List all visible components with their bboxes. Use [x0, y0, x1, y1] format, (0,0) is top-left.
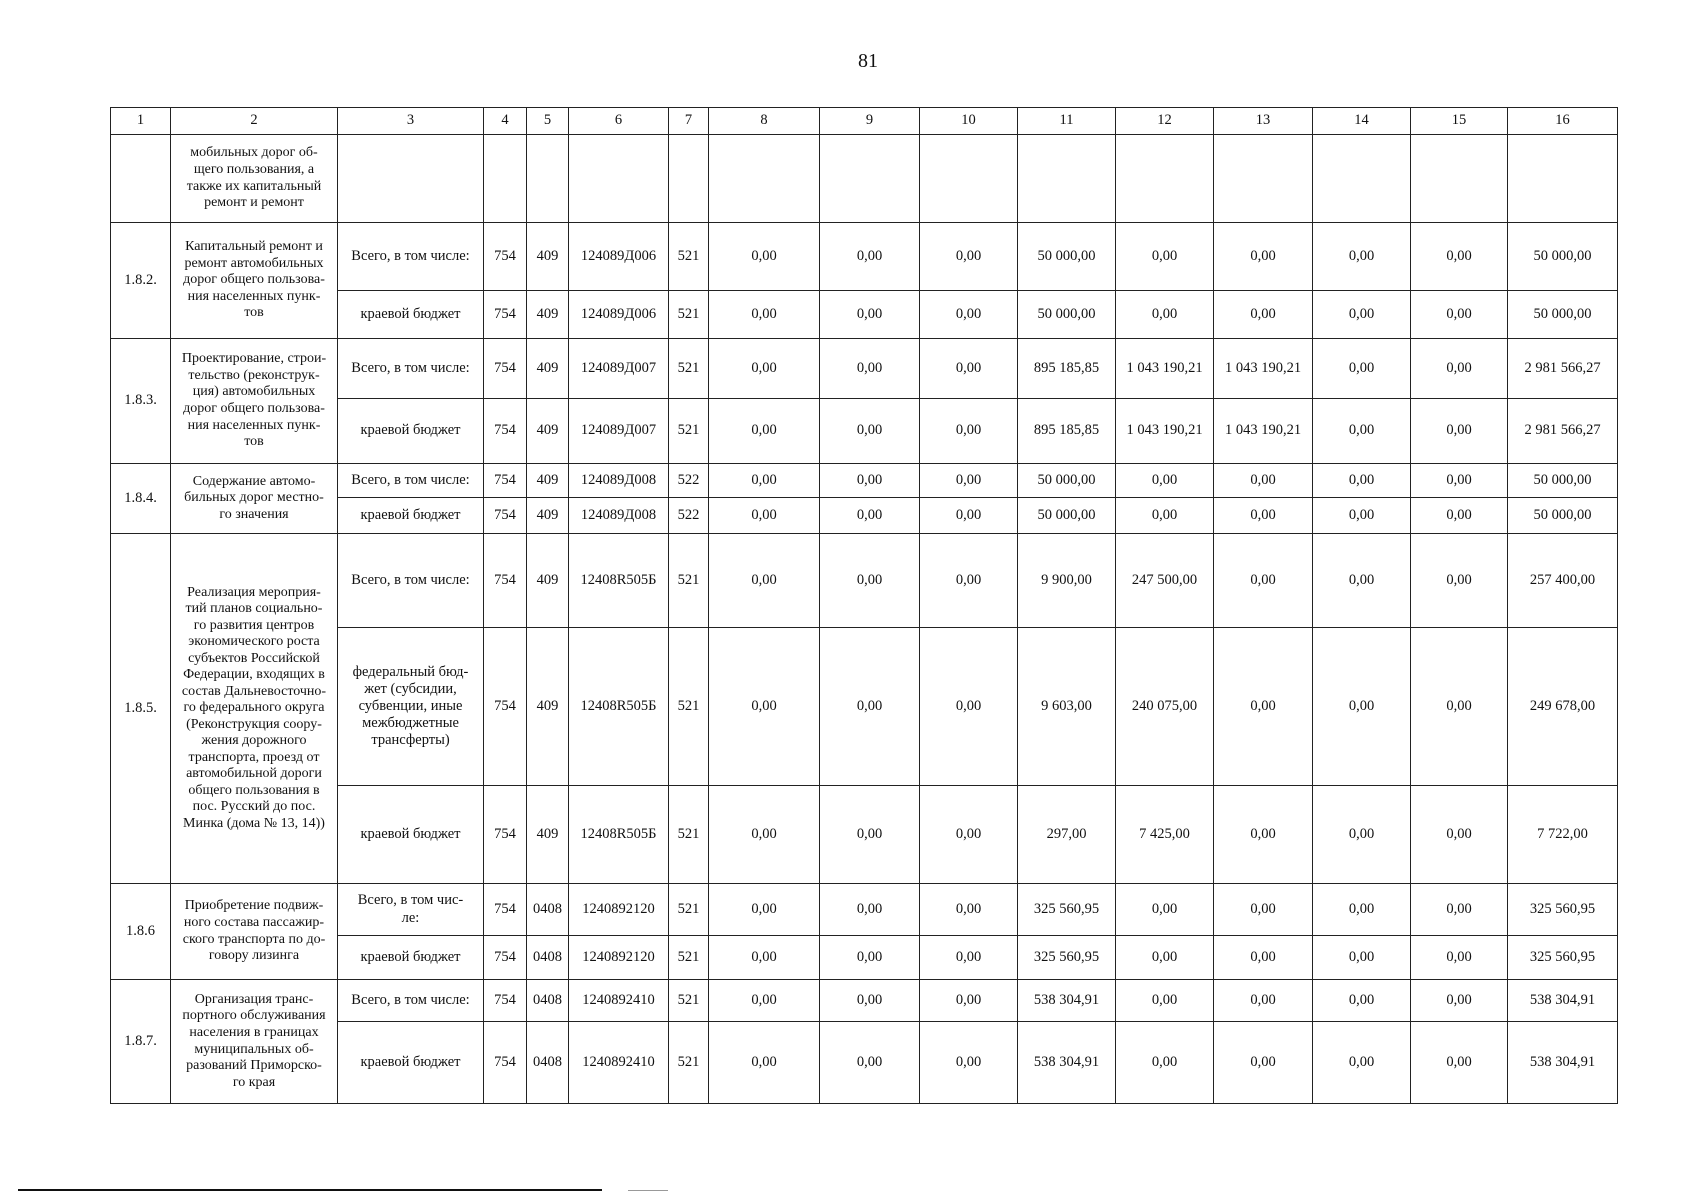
- target-article: [569, 135, 669, 223]
- amount-total: 538 304,91: [1508, 1022, 1618, 1104]
- expense-type: 521: [669, 980, 709, 1022]
- table-body: [111, 135, 1618, 1104]
- expense-type: 521: [669, 534, 709, 628]
- section-code: 409: [527, 339, 569, 399]
- amount-2024: 1 043 190,21: [1214, 339, 1313, 399]
- amount-2019: 0,00: [709, 498, 820, 534]
- expense-type: 521: [669, 291, 709, 339]
- amount-2026: 0,00: [1411, 339, 1508, 399]
- amount-2023: 0,00: [1116, 936, 1214, 980]
- target-article: 12408R505Б: [569, 628, 669, 786]
- section-code: 409: [527, 464, 569, 498]
- amount-2022: 50 000,00: [1018, 291, 1116, 339]
- gu-code: 754: [484, 786, 527, 884]
- expense-type: 521: [669, 628, 709, 786]
- amount-2021: 0,00: [920, 498, 1018, 534]
- section-code: 409: [527, 786, 569, 884]
- amount-2025: [1313, 135, 1411, 223]
- amount-2022: 895 185,85: [1018, 339, 1116, 399]
- amount-2019: 0,00: [709, 936, 820, 980]
- amount-2023: 7 425,00: [1116, 786, 1214, 884]
- funding-source: [338, 135, 484, 223]
- amount-2023: 0,00: [1116, 223, 1214, 291]
- section-code: 409: [527, 399, 569, 464]
- amount-2019: 0,00: [709, 534, 820, 628]
- amount-total: 50 000,00: [1508, 498, 1618, 534]
- amount-2023: 0,00: [1116, 498, 1214, 534]
- amount-2026: 0,00: [1411, 399, 1508, 464]
- target-article: 124089Д007: [569, 399, 669, 464]
- section-code: [527, 135, 569, 223]
- amount-2026: 0,00: [1411, 628, 1508, 786]
- section-code: 0408: [527, 936, 569, 980]
- amount-2023: 0,00: [1116, 464, 1214, 498]
- section-code: 409: [527, 223, 569, 291]
- item-name: Приобретение подвиж- ного состава пассажир- ского транспорта по до- говору лизинга: [171, 884, 338, 980]
- budget-table: [110, 107, 1618, 1104]
- expense-type: 521: [669, 1022, 709, 1104]
- amount-2021: 0,00: [920, 980, 1018, 1022]
- amount-2021: 0,00: [920, 884, 1018, 936]
- item-name: Организация транс- портного обслуживания населения в границах муниципальных об- разований Приморско- го края: [171, 980, 338, 1104]
- gu-code: 754: [484, 1022, 527, 1104]
- table-row: [111, 498, 1618, 534]
- section-code: 409: [527, 291, 569, 339]
- amount-2025: 0,00: [1313, 399, 1411, 464]
- target-article: 124089Д008: [569, 498, 669, 534]
- amount-2023: 247 500,00: [1116, 534, 1214, 628]
- amount-2025: 0,00: [1313, 464, 1411, 498]
- amount-2026: 0,00: [1411, 223, 1508, 291]
- amount-2024: 0,00: [1214, 884, 1313, 936]
- amount-total: [1508, 135, 1618, 223]
- amount-2020: 0,00: [820, 786, 920, 884]
- table-row: [111, 399, 1618, 464]
- amount-2020: 0,00: [820, 936, 920, 980]
- expense-type: 521: [669, 884, 709, 936]
- funding-source: краевой бюджет: [338, 936, 484, 980]
- amount-total: 2 981 566,27: [1508, 339, 1618, 399]
- amount-2024: 0,00: [1214, 936, 1313, 980]
- funding-source: краевой бюджет: [338, 498, 484, 534]
- amount-2022: 50 000,00: [1018, 223, 1116, 291]
- column-number: 16: [1508, 108, 1618, 135]
- amount-2019: [709, 135, 820, 223]
- amount-2025: 0,00: [1313, 936, 1411, 980]
- amount-2024: 0,00: [1214, 498, 1313, 534]
- amount-2025: 0,00: [1313, 628, 1411, 786]
- amount-2023: 0,00: [1116, 980, 1214, 1022]
- amount-2025: 0,00: [1313, 339, 1411, 399]
- amount-2024: 0,00: [1214, 223, 1313, 291]
- amount-2025: 0,00: [1313, 498, 1411, 534]
- item-name: Капитальный ремонт и ремонт автомобильных дорог общего пользова- ния населенных пунк- тов: [171, 223, 338, 339]
- table-row: [111, 223, 1618, 291]
- funding-source: федеральный бюд- жет (субсидии, субвенции, иные межбюджетные трансферты): [338, 628, 484, 786]
- target-article: 1240892120: [569, 884, 669, 936]
- gu-code: 754: [484, 291, 527, 339]
- table-row: [111, 786, 1618, 884]
- funding-source: Всего, в том числе:: [338, 464, 484, 498]
- amount-2023: 240 075,00: [1116, 628, 1214, 786]
- amount-total: 7 722,00: [1508, 786, 1618, 884]
- column-number: 1: [111, 108, 171, 135]
- target-article: 1240892120: [569, 936, 669, 980]
- expense-type: 522: [669, 498, 709, 534]
- funding-source: Всего, в том числе:: [338, 339, 484, 399]
- gu-code: 754: [484, 628, 527, 786]
- funding-source: Всего, в том числе:: [338, 534, 484, 628]
- amount-2026: 0,00: [1411, 980, 1508, 1022]
- amount-2021: 0,00: [920, 534, 1018, 628]
- amount-2019: 0,00: [709, 884, 820, 936]
- item-code: 1.8.4.: [111, 464, 171, 534]
- funding-source: краевой бюджет: [338, 786, 484, 884]
- item-name: Содержание автомо- бильных дорог местно- го значения: [171, 464, 338, 534]
- amount-2026: 0,00: [1411, 786, 1508, 884]
- amount-2026: 0,00: [1411, 534, 1508, 628]
- amount-2026: 0,00: [1411, 884, 1508, 936]
- expense-type: 521: [669, 399, 709, 464]
- target-article: 124089Д006: [569, 291, 669, 339]
- table-row: [111, 936, 1618, 980]
- expense-type: 522: [669, 464, 709, 498]
- amount-2020: 0,00: [820, 980, 920, 1022]
- column-number: 3: [338, 108, 484, 135]
- section-code: 409: [527, 628, 569, 786]
- amount-2020: 0,00: [820, 399, 920, 464]
- amount-2026: [1411, 135, 1508, 223]
- item-code: [111, 135, 171, 223]
- amount-total: 257 400,00: [1508, 534, 1618, 628]
- amount-2023: 0,00: [1116, 884, 1214, 936]
- funding-source: Всего, в том чис- ле:: [338, 884, 484, 936]
- gu-code: 754: [484, 936, 527, 980]
- amount-2026: 0,00: [1411, 1022, 1508, 1104]
- amount-2025: 0,00: [1313, 223, 1411, 291]
- amount-2024: 0,00: [1214, 628, 1313, 786]
- amount-2024: 1 043 190,21: [1214, 399, 1313, 464]
- amount-total: 249 678,00: [1508, 628, 1618, 786]
- amount-2025: 0,00: [1313, 291, 1411, 339]
- gu-code: 754: [484, 980, 527, 1022]
- table-row: [111, 135, 1618, 223]
- item-name: Проектирование, строи- тельство (реконструк- ция) автомобильных дорог общего пользова- ния населенных пунк- тов: [171, 339, 338, 464]
- amount-2024: 0,00: [1214, 291, 1313, 339]
- column-number: 7: [669, 108, 709, 135]
- amount-2022: 9 603,00: [1018, 628, 1116, 786]
- item-code: 1.8.7.: [111, 980, 171, 1104]
- amount-2020: 0,00: [820, 1022, 920, 1104]
- funding-source: Всего, в том числе:: [338, 223, 484, 291]
- amount-2020: 0,00: [820, 223, 920, 291]
- amount-2020: 0,00: [820, 498, 920, 534]
- amount-2019: 0,00: [709, 339, 820, 399]
- item-code: 1.8.2.: [111, 223, 171, 339]
- column-number: 9: [820, 108, 920, 135]
- funding-source: краевой бюджет: [338, 291, 484, 339]
- amount-2019: 0,00: [709, 399, 820, 464]
- amount-2019: 0,00: [709, 291, 820, 339]
- amount-2021: 0,00: [920, 628, 1018, 786]
- amount-2023: 0,00: [1116, 291, 1214, 339]
- expense-type: 521: [669, 339, 709, 399]
- table-row: [111, 534, 1618, 628]
- column-number: 4: [484, 108, 527, 135]
- footer-rule-faint: [628, 1190, 668, 1191]
- amount-total: 2 981 566,27: [1508, 399, 1618, 464]
- expense-type: 521: [669, 223, 709, 291]
- column-number: 13: [1214, 108, 1313, 135]
- amount-2021: 0,00: [920, 339, 1018, 399]
- item-code: 1.8.3.: [111, 339, 171, 464]
- amount-2022: 325 560,95: [1018, 884, 1116, 936]
- column-number: 15: [1411, 108, 1508, 135]
- target-article: 124089Д008: [569, 464, 669, 498]
- amount-2019: 0,00: [709, 223, 820, 291]
- table-row: [111, 980, 1618, 1022]
- expense-type: 521: [669, 786, 709, 884]
- table-row: [111, 339, 1618, 399]
- page-number: 81: [858, 50, 878, 72]
- amount-2022: 895 185,85: [1018, 399, 1116, 464]
- amount-2022: 50 000,00: [1018, 498, 1116, 534]
- item-name: мобильных дорог об- щего пользования, а также их капитальный ремонт и ремонт: [171, 135, 338, 223]
- amount-2020: 0,00: [820, 339, 920, 399]
- amount-2021: [920, 135, 1018, 223]
- amount-2022: 538 304,91: [1018, 980, 1116, 1022]
- table-row: [111, 884, 1618, 936]
- item-code: 1.8.5.: [111, 534, 171, 884]
- amount-2024: [1214, 135, 1313, 223]
- target-article: 12408R505Б: [569, 786, 669, 884]
- section-code: 409: [527, 498, 569, 534]
- amount-2020: 0,00: [820, 464, 920, 498]
- table-row: [111, 1022, 1618, 1104]
- gu-code: 754: [484, 464, 527, 498]
- item-code: 1.8.6: [111, 884, 171, 980]
- amount-2021: 0,00: [920, 291, 1018, 339]
- amount-2025: 0,00: [1313, 884, 1411, 936]
- amount-2022: [1018, 135, 1116, 223]
- column-number: 5: [527, 108, 569, 135]
- amount-total: 538 304,91: [1508, 980, 1618, 1022]
- amount-2021: 0,00: [920, 786, 1018, 884]
- item-name: Реализация мероприя- тий планов социально- го развития центров экономического роста субъектов Российской Федерации, входящих в состав Дальневосточно- го федерального округа (Реконструкция соору- жения дорожного транспорта, проезд от автомобильной дороги общего пользования в пос. Русский до пос. Минка (дома № 13, 14)): [171, 534, 338, 884]
- amount-2022: 325 560,95: [1018, 936, 1116, 980]
- amount-2024: 0,00: [1214, 1022, 1313, 1104]
- column-number: 14: [1313, 108, 1411, 135]
- column-number: 10: [920, 108, 1018, 135]
- gu-code: 754: [484, 884, 527, 936]
- amount-total: 325 560,95: [1508, 936, 1618, 980]
- amount-2020: 0,00: [820, 884, 920, 936]
- gu-code: 754: [484, 223, 527, 291]
- amount-2019: 0,00: [709, 1022, 820, 1104]
- amount-2025: 0,00: [1313, 786, 1411, 884]
- amount-2026: 0,00: [1411, 464, 1508, 498]
- gu-code: 754: [484, 498, 527, 534]
- amount-2022: 9 900,00: [1018, 534, 1116, 628]
- amount-2020: 0,00: [820, 534, 920, 628]
- amount-2025: 0,00: [1313, 1022, 1411, 1104]
- target-article: 124089Д007: [569, 339, 669, 399]
- amount-2023: 1 043 190,21: [1116, 339, 1214, 399]
- amount-2025: 0,00: [1313, 980, 1411, 1022]
- column-number: 11: [1018, 108, 1116, 135]
- amount-2021: 0,00: [920, 223, 1018, 291]
- column-number-row: [111, 108, 1618, 135]
- amount-2019: 0,00: [709, 464, 820, 498]
- amount-2023: 0,00: [1116, 1022, 1214, 1104]
- target-article: 1240892410: [569, 1022, 669, 1104]
- target-article: 124089Д006: [569, 223, 669, 291]
- funding-source: Всего, в том числе:: [338, 980, 484, 1022]
- amount-2020: [820, 135, 920, 223]
- funding-source: краевой бюджет: [338, 1022, 484, 1104]
- gu-code: 754: [484, 399, 527, 464]
- table-row: [111, 291, 1618, 339]
- target-article: 12408R505Б: [569, 534, 669, 628]
- amount-2019: 0,00: [709, 786, 820, 884]
- amount-2021: 0,00: [920, 936, 1018, 980]
- table-row: [111, 464, 1618, 498]
- footer-rule: [18, 1189, 602, 1191]
- amount-2019: 0,00: [709, 628, 820, 786]
- amount-2021: 0,00: [920, 464, 1018, 498]
- amount-2022: 50 000,00: [1018, 464, 1116, 498]
- amount-2021: 0,00: [920, 399, 1018, 464]
- amount-2024: 0,00: [1214, 464, 1313, 498]
- table-row: [111, 628, 1618, 786]
- section-code: 0408: [527, 884, 569, 936]
- amount-2020: 0,00: [820, 291, 920, 339]
- section-code: 0408: [527, 1022, 569, 1104]
- amount-2020: 0,00: [820, 628, 920, 786]
- amount-2024: 0,00: [1214, 534, 1313, 628]
- amount-2023: 1 043 190,21: [1116, 399, 1214, 464]
- target-article: 1240892410: [569, 980, 669, 1022]
- section-code: 0408: [527, 980, 569, 1022]
- amount-2022: 297,00: [1018, 786, 1116, 884]
- gu-code: [484, 135, 527, 223]
- gu-code: 754: [484, 339, 527, 399]
- amount-2019: 0,00: [709, 980, 820, 1022]
- amount-2026: 0,00: [1411, 936, 1508, 980]
- section-code: 409: [527, 534, 569, 628]
- column-number: 6: [569, 108, 669, 135]
- amount-2021: 0,00: [920, 1022, 1018, 1104]
- expense-type: [669, 135, 709, 223]
- column-number: 8: [709, 108, 820, 135]
- amount-total: 50 000,00: [1508, 223, 1618, 291]
- column-number: 12: [1116, 108, 1214, 135]
- amount-total: 50 000,00: [1508, 464, 1618, 498]
- amount-2026: 0,00: [1411, 291, 1508, 339]
- expense-type: 521: [669, 936, 709, 980]
- amount-2024: 0,00: [1214, 786, 1313, 884]
- amount-2023: [1116, 135, 1214, 223]
- gu-code: 754: [484, 534, 527, 628]
- amount-2025: 0,00: [1313, 534, 1411, 628]
- amount-total: 325 560,95: [1508, 884, 1618, 936]
- funding-source: краевой бюджет: [338, 399, 484, 464]
- amount-2024: 0,00: [1214, 980, 1313, 1022]
- amount-total: 50 000,00: [1508, 291, 1618, 339]
- amount-2026: 0,00: [1411, 498, 1508, 534]
- amount-2022: 538 304,91: [1018, 1022, 1116, 1104]
- column-number: 2: [171, 108, 338, 135]
